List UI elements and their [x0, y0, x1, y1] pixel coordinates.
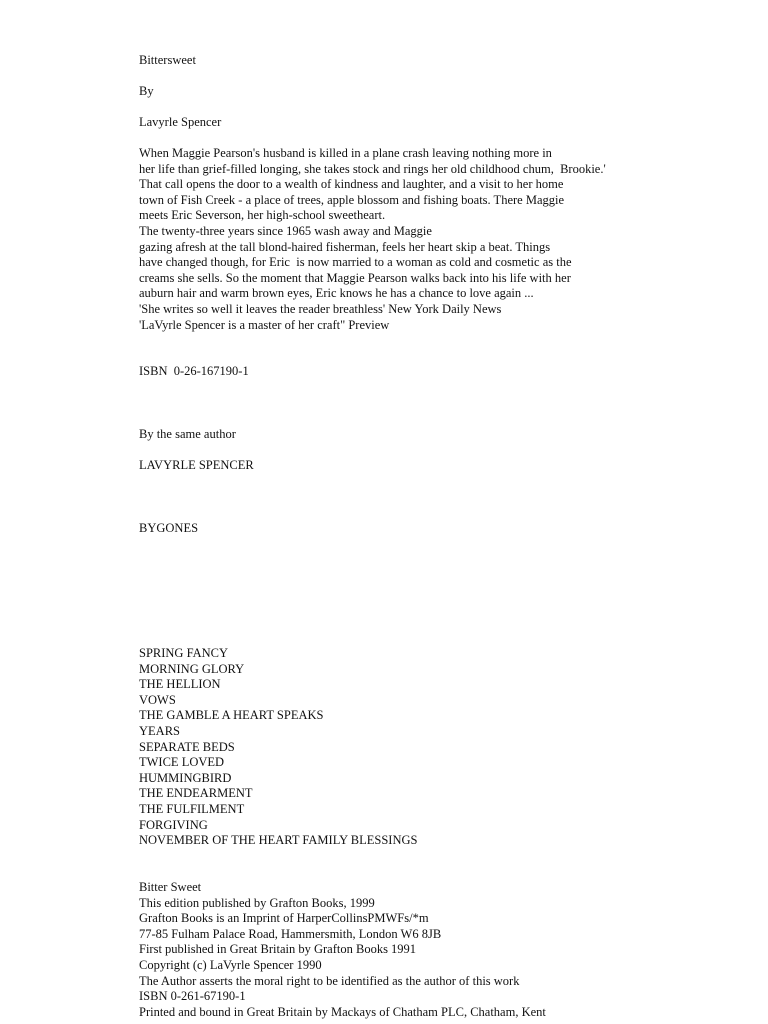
blurb-line: When Maggie Pearson's husband is killed in a plane crash leaving nothing more in: [139, 146, 552, 160]
imprint-line: This edition published by Grafton Books, 1999: [139, 895, 375, 910]
book-list: [139, 646, 417, 849]
same-author-label: By the same author: [139, 427, 236, 441]
isbn: ISBN 0-26-167190-1: [139, 364, 249, 378]
list-item: TWICE LOVED: [139, 755, 225, 770]
imprint-line: Copyright (c) LaVyrle Spencer 1990: [139, 957, 322, 972]
list-item: THE ENDEARMENT: [139, 786, 253, 801]
list-item: SEPARATE BEDS: [139, 739, 235, 754]
list-item: MORNING GLORY: [139, 661, 245, 676]
imprint-line: Printed and bound in Great Britain by Mackays of Chatham PLC, Chatham, Kent: [139, 1004, 546, 1019]
blurb-line: gazing afresh at the tall blond-haired fisherman, feels her heart skip a beat. Things: [139, 239, 551, 254]
imprint-line: The Author asserts the moral right to be identified as the author of this work: [139, 973, 520, 988]
list-item: THE FULFILMENT: [139, 801, 245, 816]
list-item: NOVEMBER OF THE HEART FAMILY BLESSINGS: [139, 833, 418, 848]
list-item: VOWS: [139, 692, 176, 707]
blurb-line: meets Eric Severson, her high-school sweetheart.: [139, 208, 386, 223]
list-item: SPRING FANCY: [139, 646, 229, 660]
author-name: Lavyrle Spencer: [139, 115, 222, 129]
blurb-line: The twenty-three years since 1965 wash away and Maggie: [139, 223, 432, 238]
book-title: Bittersweet: [139, 53, 196, 67]
blurb-line: her life than grief-filled longing, she takes stock and rings her old childhood chum, Brookie.': [139, 161, 606, 176]
list-item: HUMMINGBIRD: [139, 770, 232, 785]
list-item: YEARS: [139, 723, 180, 738]
blurb-line: 'She writes so well it leaves the reader breathless' New York Daily News: [139, 301, 502, 316]
imprint-line: ISBN 0-261-67190-1: [139, 989, 246, 1004]
imprint-line: First published in Great Britain by Grafton Books 1991: [139, 942, 417, 957]
blurb-line: town of Fish Creek - a place of trees, apple blossom and fishing boats. There Maggie: [139, 192, 565, 207]
blurb-line: have changed though, for Eric is now married to a woman as cold and cosmetic as the: [139, 255, 572, 270]
list-item: THE HELLION: [139, 677, 221, 692]
blurb-line: creams she sells. So the moment that Maggie Pearson walks back into his life with her: [139, 270, 571, 285]
blurb-line: 'LaVyrle Spencer is a master of her craft" Preview: [139, 317, 390, 332]
bygones-title: BYGONES: [139, 521, 199, 535]
list-item: THE GAMBLE A HEART SPEAKS: [139, 708, 324, 723]
by-label: By: [139, 84, 154, 98]
imprint-line: 77-85 Fulham Palace Road, Hammersmith, London W6 8JB: [139, 926, 442, 941]
imprint-line: Grafton Books is an Imprint of HarperCollinsPMWFs/*m: [139, 911, 429, 926]
blurb-line: auburn hair and warm brown eyes, Eric knows he has a chance to love again ...: [139, 286, 534, 301]
imprint-line: Bitter Sweet: [139, 880, 202, 894]
author-caps: LAVYRLE SPENCER: [139, 458, 254, 472]
blurb: [139, 146, 606, 333]
blurb-line: That call opens the door to a wealth of kindness and laughter, and a visit to her home: [139, 177, 564, 192]
list-item: FORGIVING: [139, 817, 208, 832]
imprint-block: [139, 880, 546, 1020]
